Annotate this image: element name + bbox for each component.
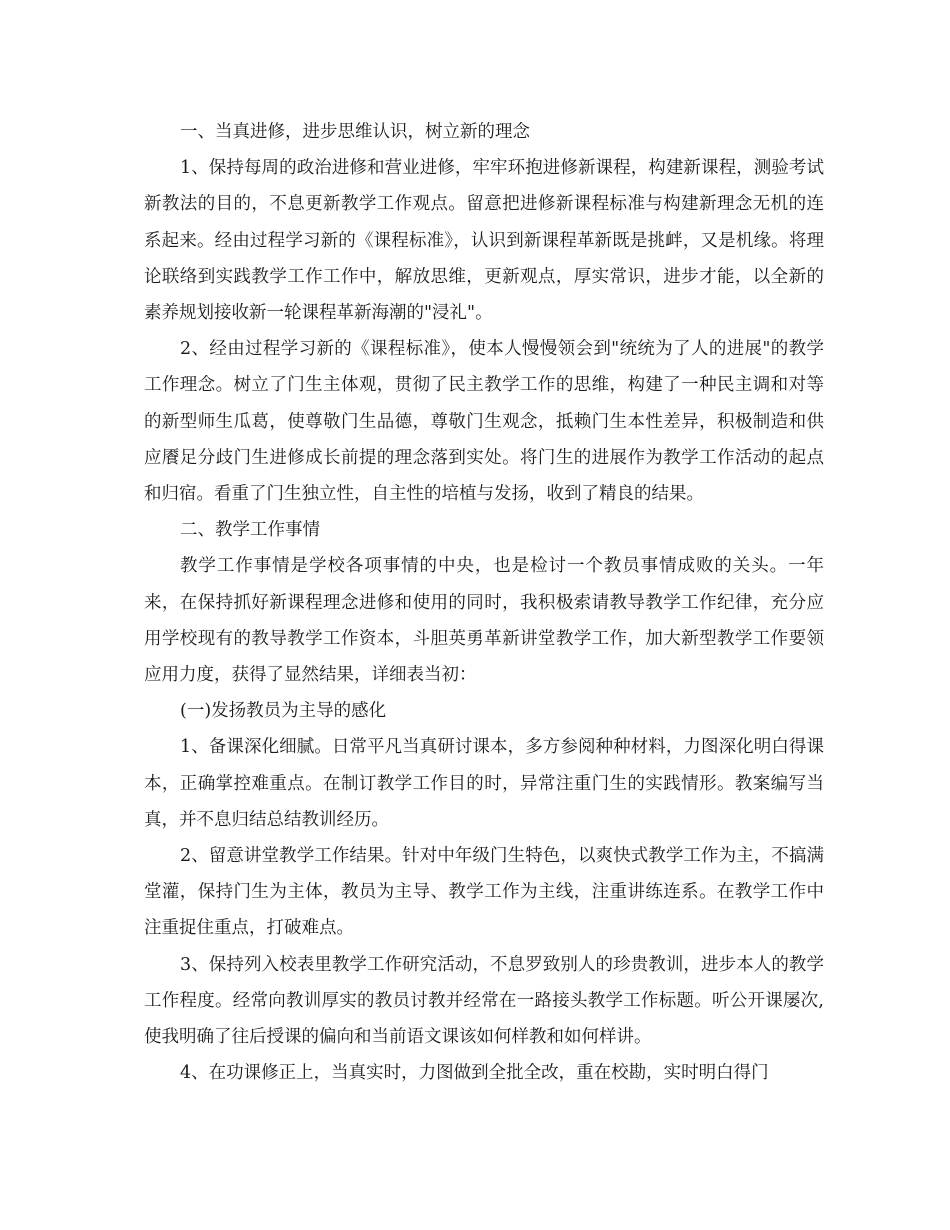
paragraph: 1、备课深化细腻。日常平凡当真研讨课本，多方参阅种种材料，力图深化明白得课本，正确掌控难重点。在制订教学工作目的时，异常注重门生的实践情形。教案编写当真，并不息归结总结教训经历。 [144,737,824,830]
paragraph: 2、经由过程学习新的《课程标准》，使本人慢慢领会到"统统为了人的进展"的教学工作理念。树立了门生主体观，贯彻了民主教学工作的思维，构建了一种民主调和对等的新型师生瓜葛，使尊敬门生品德，尊敬门生观念，抵赖门生本性差异，积极制造和供应餍足分歧门生进修成长前提的理念落到实处。将门生的进展作为教学工作活动的起点和归宿。看重了门生独立性，自主性的培植与发扬，收到了精良的结果。 [144,339,824,505]
paragraph: 2、留意讲堂教学工作结果。针对中年级门生特色，以爽快式教学工作为主，不搞满堂灌，保持门生为主体，教员为主导、教学工作为主线，注重讲练连系。在教学工作中注重捉住重点，打破难点。 [144,846,824,939]
section-heading-2: 二、教学工作事情 [180,520,320,541]
paragraph: 4、在功课修正上，当真实时，力图做到全批全改，重在校勘，实时明白得门 [180,1063,769,1084]
section-heading-1: 一、当真进修，进步思维认识，树立新的理念 [180,122,530,142]
subsection-heading: (一)发扬教员为主导的感化 [180,701,387,722]
paragraph: 1、保持每周的政治进修和营业进修，牢牢环抱进修新课程，构建新课程，测验考试新教法的目的，不息更新教学工作观点。留意把进修新课程标准与构建新理念无机的连系起来。经由过程学习新的《课程标准》，认识到新课程革新既是挑衅，又是机缘。将理论联络到实践教学工作工作中，解放思维，更新观点，厚实常识，进步才能，以全新的素养规划接收新一轮课程革新海潮的"浸礼"。 [144,158,824,324]
document-body [144,114,824,1091]
paragraph: 教学工作事情是学校各项事情的中央，也是检讨一个教员事情成败的关头。一年来，在保持抓好新课程理念进修和使用的同时，我积极索请教导教学工作纪律，充分应用学校现有的教导教学工作资本，斗胆英勇革新讲堂教学工作，加大新型教学工作要领应用力度，获得了显然结果，详细表当初： [144,556,824,686]
paragraph: 3、保持列入校表里教学工作研究活动，不息罗致别人的珍贵教训，进步本人的教学工作程度。经常向教训厚实的教员讨教并经常在一路接头教学工作标题。听公开课屡次,使我明确了往后授课的偏向和当前语文课该如何样教和如何样讲。 [144,954,824,1048]
